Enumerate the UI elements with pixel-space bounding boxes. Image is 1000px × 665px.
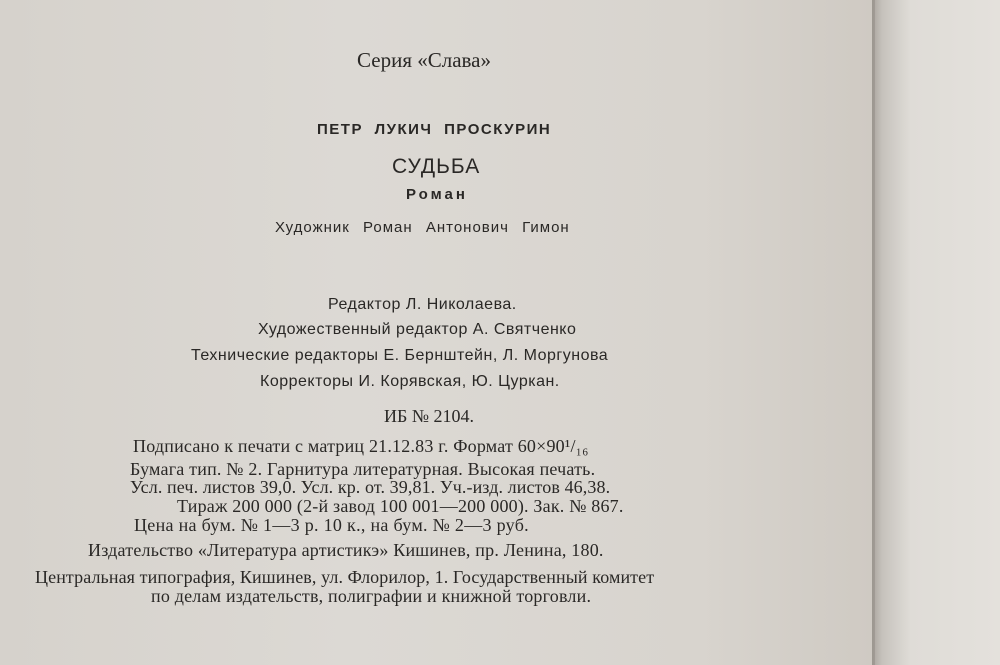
- tech-editors-credit: Технические редакторы Е. Бернштейн, Л. Моргунова: [191, 347, 609, 364]
- artist-credit: Художник Роман Антонович Гимон: [275, 219, 570, 236]
- imprint-line-2: Бумага тип. № 2. Гарнитура литературная. Высокая печать.: [130, 459, 596, 479]
- art-editor-credit: Художественный редактор А. Святченко: [258, 321, 577, 338]
- publisher-line: Издательство «Литература артистикэ» Кишинев, пр. Ленина, 180.: [88, 540, 604, 560]
- printer-line-2: по делам издательств, полиграфии и книжной торговли.: [151, 586, 592, 606]
- imprint-line-1: Подписано к печати с матриц 21.12.83 г. Формат 60×90¹/₁₆: [133, 436, 589, 456]
- proofreaders-credit: Корректоры И. Корявская, Ю. Цуркан.: [260, 373, 560, 390]
- genre-label: Роман: [406, 186, 468, 203]
- author-name: ПЕТР ЛУКИЧ ПРОСКУРИН: [317, 121, 552, 138]
- ib-number: ИБ № 2104.: [384, 406, 475, 426]
- series-line: Серия «Слава»: [357, 48, 491, 72]
- book-title: СУДЬБА: [392, 155, 481, 178]
- imprint-line-3: Усл. печ. листов 39,0. Усл. кр. от. 39,81. Уч.-изд. листов 46,38.: [130, 477, 611, 497]
- page-fold: [872, 0, 875, 665]
- editor-credit: Редактор Л. Николаева.: [328, 296, 517, 313]
- imprint-line-4: Тираж 200 000 (2-й завод 100 001—200 000). Зак. № 867.: [177, 496, 624, 516]
- printer-line-1: Центральная типография, Кишинев, ул. Флорилор, 1. Государственный комитет: [35, 567, 655, 587]
- facing-page-edge: [872, 0, 1000, 665]
- imprint-line-5: Цена на бум. № 1—3 р. 10 к., на бум. № 2—3 руб.: [134, 515, 529, 535]
